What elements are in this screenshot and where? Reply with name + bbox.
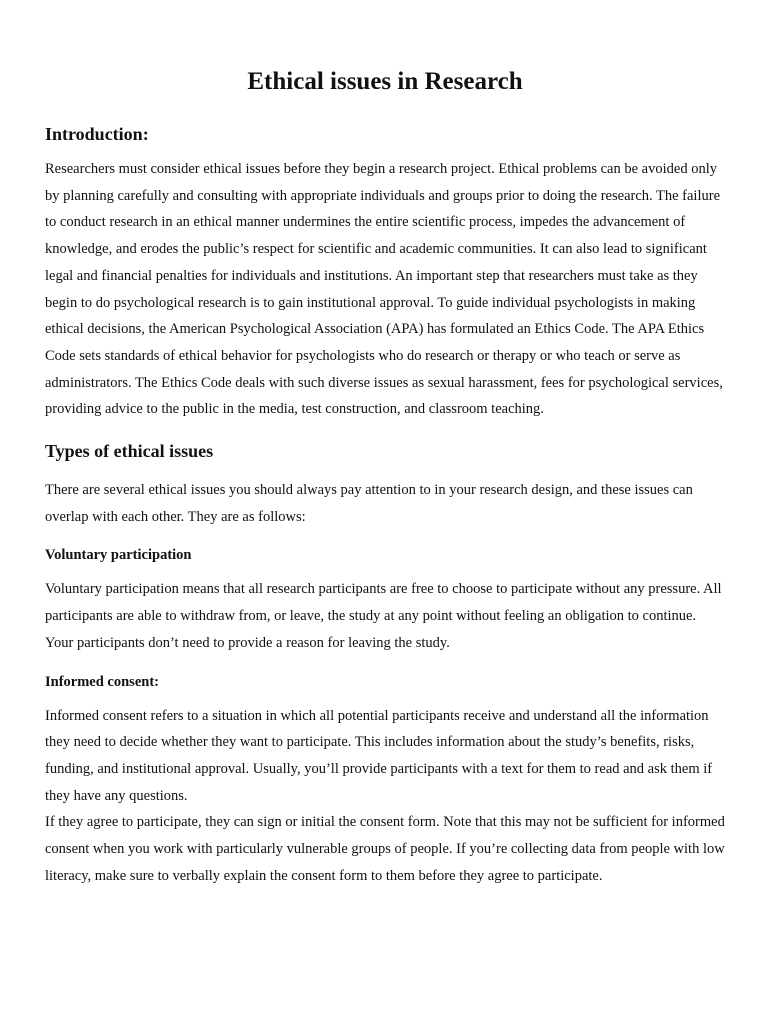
voluntary-participation-paragraph: Voluntary participation means that all research participants are free to choose to participate without any pressure. All participants are able to withdraw from, or leave, the study at any point without feeling an obligation to continue. Your participants don’t need to provide a reason for leaving the study. [45, 581, 722, 651]
voluntary-participation-heading: Voluntary participation [45, 547, 192, 564]
document-title: Ethical issues in Research [247, 68, 523, 95]
document-page [45, 62, 725, 889]
types-heading: Types of ethical issues [45, 441, 214, 462]
informed-consent-heading: Informed consent: [45, 673, 159, 690]
introduction-heading: Introduction: [45, 124, 149, 144]
types-paragraph: There are several ethical issues you should always pay attention to in your research design, and these issues can overlap with each other. They are as follows: [45, 482, 693, 525]
informed-consent-paragraph-2: If they agree to participate, they can sign or initial the consent form. Note that this may not be sufficient for informed consent when you work with particularly vulnerable groups of people. If you’re collecting data from people with low literacy, make sure to verbally explain the consent form to them before they agree to participate. [45, 814, 725, 884]
informed-consent-paragraph-1: Informed consent refers to a situation in which all potential participants receive and understand all the information they need to decide whether they want to participate. This includes information about the study’s benefits, risks, funding, and institutional approval. Usually, you’ll provide participants with a text for them to read and ask them if they have any questions. [45, 707, 713, 804]
introduction-paragraph: Researchers must consider ethical issues before they begin a research project. Ethical problems can be avoided only by planning carefully and consulting with appropriate individuals and groups prior to doing the research. The failure to conduct research in an ethical manner undermines the entire scientific process, impedes the advancement of knowledge, and erodes the public’s respect for scientific and academic communities. It can also lead to significant legal and financial penalties for individuals and institutions. An important step that researchers must take as they begin to do psychological research is to gain institutional approval. To guide individual psychologists in making ethical decisions, the American Psychological Association (APA) has formulated an Ethics Code. The APA Ethics Code sets standards of ethical behavior for psychologists who do research or therapy or who teach or serve as administrators. The Ethics Code deals with such diverse issues as sexual harassment, fees for psychological services, providing advice to the public in the media, test construction, and classroom teaching. [45, 161, 723, 418]
